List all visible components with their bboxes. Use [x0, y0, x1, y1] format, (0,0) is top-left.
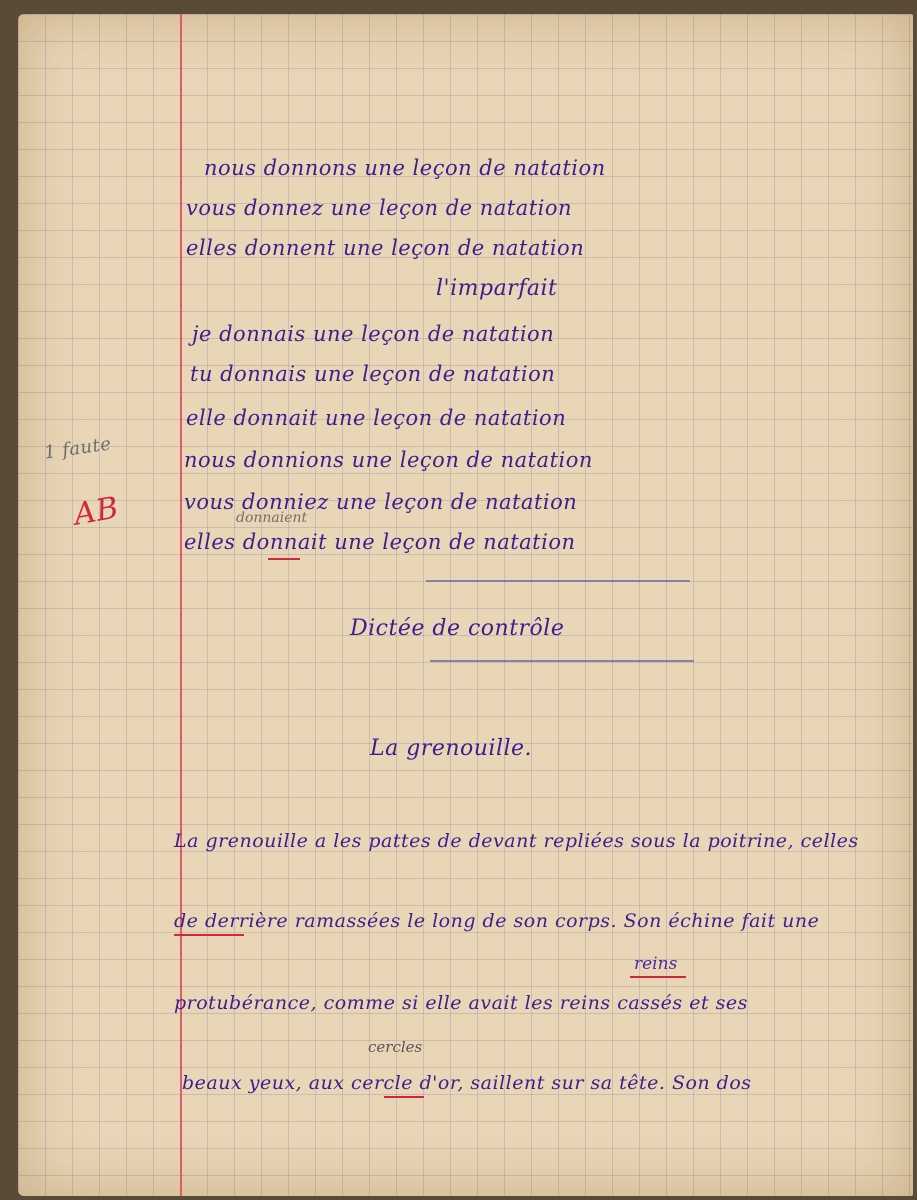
- pencil-correction: cercles: [368, 1038, 423, 1056]
- dictee-title: La grenouille.: [370, 736, 533, 761]
- conjugation-line: tu donnais une leçon de natation: [190, 362, 556, 386]
- red-error-mark: [174, 934, 244, 936]
- notebook-page: [18, 14, 913, 1196]
- conjugation-line: elle donnait une leçon de natation: [186, 406, 567, 430]
- dictee-line: de derrière ramassées le long de son corps. Son échine fait une: [174, 910, 820, 932]
- divider-rule: [426, 580, 690, 582]
- dictee-line: La grenouille a les pattes de devant repliées sous la poitrine, celles: [174, 830, 859, 852]
- conjugation-line: je donnais une leçon de natation: [192, 322, 555, 346]
- grade-mark: AB: [71, 490, 122, 533]
- red-error-mark: [384, 1096, 424, 1098]
- divider-rule: [430, 660, 694, 662]
- red-error-mark: [268, 558, 300, 560]
- conjugation-line: elles donnent une leçon de natation: [186, 236, 585, 260]
- conjugation-line: nous donnions une leçon de natation: [184, 448, 593, 472]
- margin-note-faute: 1 faute: [42, 433, 113, 464]
- ink-correction: reins: [634, 954, 678, 974]
- dictee-line: beaux yeux, aux cercle d'or, saillent sur sa tête. Son dos: [182, 1072, 752, 1094]
- conjugation-line: nous donnons une leçon de natation: [204, 156, 606, 180]
- conjugation-line-corrected: elles donnait une leçon de natation: [184, 530, 576, 554]
- pencil-correction: donnaient: [236, 510, 308, 526]
- red-correction-underline: [630, 976, 686, 978]
- conjugation-line: vous donniez une leçon de natation: [184, 490, 578, 514]
- imparfait-heading: l'imparfait: [436, 276, 558, 301]
- margin-line: [180, 14, 182, 1196]
- dictee-heading: Dictée de contrôle: [350, 616, 565, 641]
- dictee-line: protubérance, comme si elle avait les reins cassés et ses: [174, 992, 748, 1014]
- conjugation-line: vous donnez une leçon de natation: [186, 196, 573, 220]
